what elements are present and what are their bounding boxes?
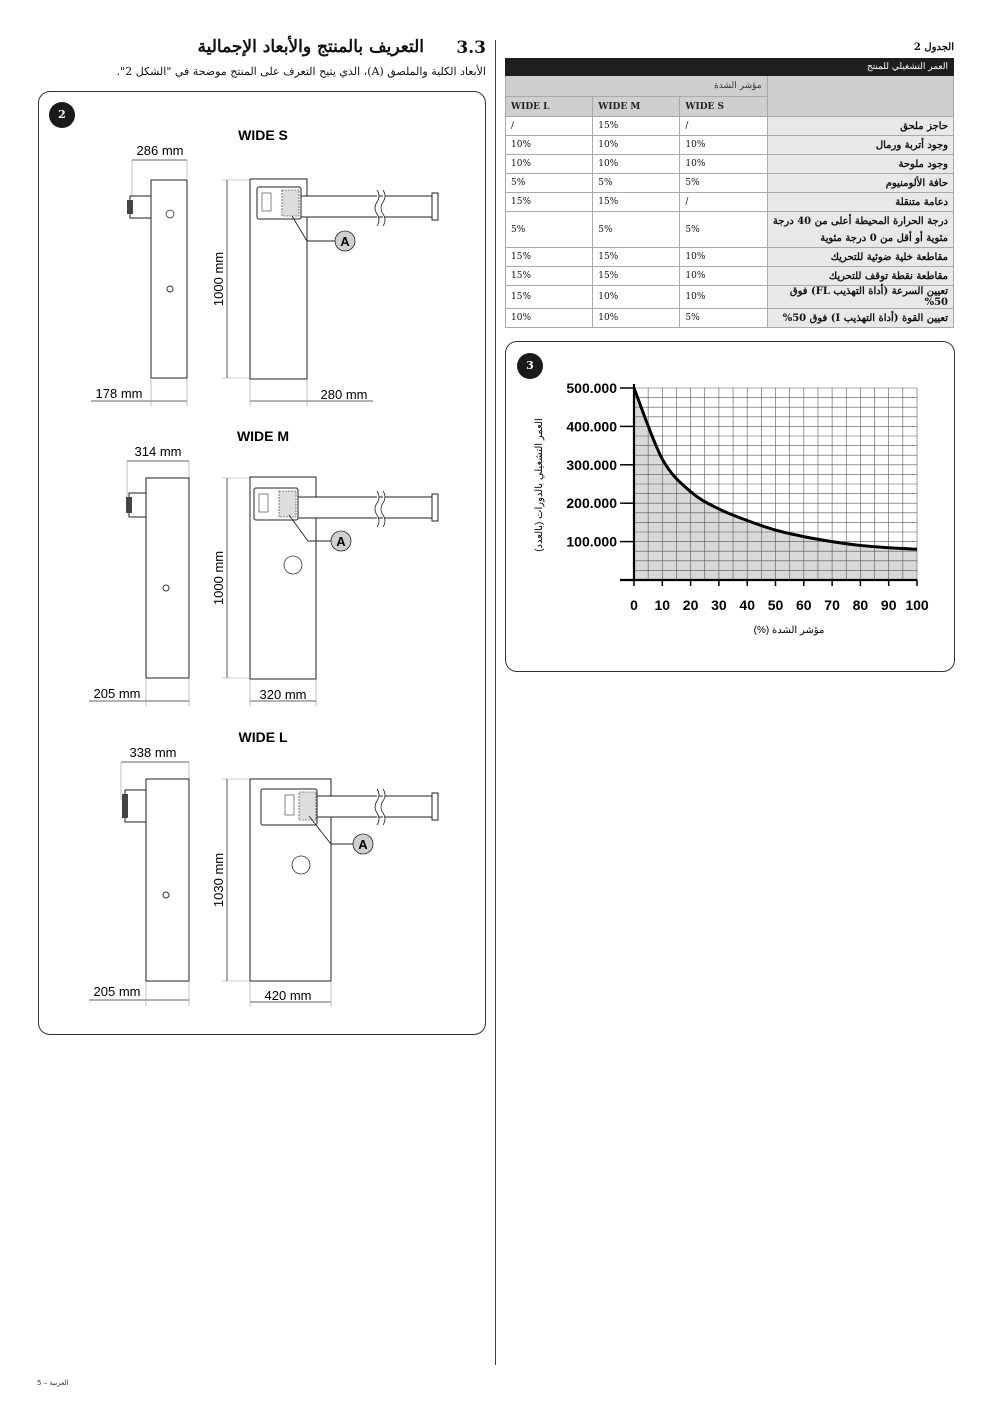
table-row (506, 136, 954, 155)
y-axis-label: العمر التشغيلي بالدورات (بالعدد) (534, 418, 545, 552)
cell: 10% (593, 136, 680, 155)
y-tick-label: 100.000 (566, 533, 617, 550)
base-width-label: 205 mm (93, 984, 141, 999)
cell: 15% (593, 267, 680, 286)
height-label: 1000 mm (211, 550, 226, 606)
model-name: WIDE M (236, 428, 290, 444)
cell: 10% (593, 155, 680, 174)
height-label: 1000 mm (211, 251, 226, 307)
cell: 10% (506, 309, 593, 328)
x-tick-label: 0 (630, 597, 638, 613)
cell: 15% (506, 286, 593, 309)
y-tick-label: 400.000 (566, 418, 617, 435)
label-a: A (358, 837, 368, 852)
table-subheader: مؤشر الشدة (506, 76, 768, 97)
row-label: حاجز ملحق (767, 117, 953, 136)
row-label: مقاطعة نقطة توقف للتحريك (767, 267, 953, 286)
cell: 5% (593, 174, 680, 193)
cell: 10% (680, 267, 767, 286)
section-heading (38, 36, 486, 62)
column-header: WIDE L (506, 97, 593, 117)
top-width-label: 338 mm (129, 745, 177, 760)
cell: 10% (680, 286, 767, 309)
row-label: دعامة متنقلة (767, 193, 953, 212)
table-row (506, 267, 954, 286)
x-tick-label: 70 (824, 597, 840, 613)
cell: 10% (680, 136, 767, 155)
model-wide-l (89, 729, 438, 1007)
row-label (767, 212, 953, 248)
cell: 5% (506, 212, 593, 248)
row-label-line: درجة الحرارة المحيطة أعلى من 40 درجة (772, 215, 948, 227)
cell: 5% (593, 212, 680, 248)
side-width-label: 320 mm (259, 687, 307, 702)
table-header: العمر التشغيلي للمنتج (506, 59, 954, 76)
cell: 10% (506, 136, 593, 155)
x-tick-label: 30 (711, 597, 727, 613)
cell: 10% (680, 155, 767, 174)
section-intro: الأبعاد الكلية والملصق (A)، الذي يتيح التعرف على المنتج موضحة في "الشكل 2". (116, 65, 486, 78)
table-row (506, 193, 954, 212)
x-tick-label: 90 (880, 597, 897, 613)
section-number: 3.3 (456, 38, 486, 58)
x-tick-label: 60 (796, 597, 812, 613)
cell: 15% (506, 193, 593, 212)
height-label: 1030 mm (211, 852, 226, 908)
side-width-label: 280 mm (320, 387, 368, 402)
cell: 5% (680, 174, 767, 193)
cell: 5% (680, 309, 767, 328)
row-label: وجود أتربة ورمال (767, 136, 953, 155)
cell: 15% (593, 248, 680, 267)
column-divider (495, 40, 496, 1365)
row-label: تعيين السرعة (أداة التهذيب FL) فوق 50% (767, 286, 953, 309)
cell: 15% (593, 193, 680, 212)
side-width-label: 420 mm (264, 988, 312, 1003)
cell: 10% (593, 286, 680, 309)
model-name: WIDE S (238, 127, 288, 143)
cell: 10% (680, 248, 767, 267)
y-tick-label: 200.000 (566, 495, 617, 512)
x-tick-label: 10 (654, 597, 671, 613)
x-axis-label: (%) مؤشر الشدة (753, 625, 825, 636)
table-row (506, 174, 954, 193)
model-name: WIDE L (238, 729, 288, 745)
row-label: وجود ملوحة (767, 155, 953, 174)
cell: 15% (506, 267, 593, 286)
y-tick-label: 300.000 (566, 456, 617, 473)
base-width-label: 178 mm (95, 386, 143, 401)
row-label: حافة الألومنيوم (767, 174, 953, 193)
table-row (506, 286, 954, 309)
row-label: مقاطعة خلية ضوئية للتحريك (767, 248, 953, 267)
page-footer: العربية – 5 (37, 1379, 69, 1387)
table-row (506, 248, 954, 267)
cell: 15% (506, 248, 593, 267)
label-a: A (340, 234, 350, 249)
row-label: تعيين القوة (أداة التهذيب I) فوق 50% (767, 309, 953, 328)
table-row (506, 155, 954, 174)
table-row (506, 212, 954, 248)
cell: / (680, 117, 767, 136)
cell: 5% (680, 212, 767, 248)
section-title: التعريف بالمنتج والأبعاد الإجمالية (197, 37, 424, 57)
x-tick-label: 50 (767, 597, 784, 613)
table-caption: الجدول 2 (913, 42, 954, 53)
figure-badge: 2 (49, 102, 75, 128)
figure-3-chart (505, 341, 955, 672)
base-width-label: 205 mm (93, 686, 141, 701)
model-wide-m (89, 428, 438, 706)
table-row (506, 117, 954, 136)
cell: 10% (593, 309, 680, 328)
column-header: WIDE S (680, 97, 767, 117)
row-label-line: مئوية أو أقل من 0 درجة مئوية (820, 232, 948, 244)
cell: / (506, 117, 593, 136)
column-header: WIDE M (593, 97, 680, 117)
label-a: A (336, 534, 346, 549)
cell: 15% (593, 117, 680, 136)
figure-2-dimensions (38, 91, 486, 1035)
y-tick-label: 500.000 (566, 380, 617, 396)
x-tick-label: 100 (905, 597, 929, 613)
cell: / (680, 193, 767, 212)
top-width-label: 286 mm (136, 143, 184, 158)
x-tick-label: 40 (739, 597, 755, 613)
cell: 5% (506, 174, 593, 193)
x-tick-label: 20 (682, 597, 699, 613)
x-tick-label: 80 (852, 597, 869, 613)
service-life-table (505, 58, 954, 328)
table-row (506, 309, 954, 328)
figure-badge: 3 (517, 353, 543, 379)
top-width-label: 314 mm (134, 444, 182, 459)
durability-chart (506, 342, 954, 671)
model-wide-s (91, 127, 438, 406)
cell: 10% (506, 155, 593, 174)
